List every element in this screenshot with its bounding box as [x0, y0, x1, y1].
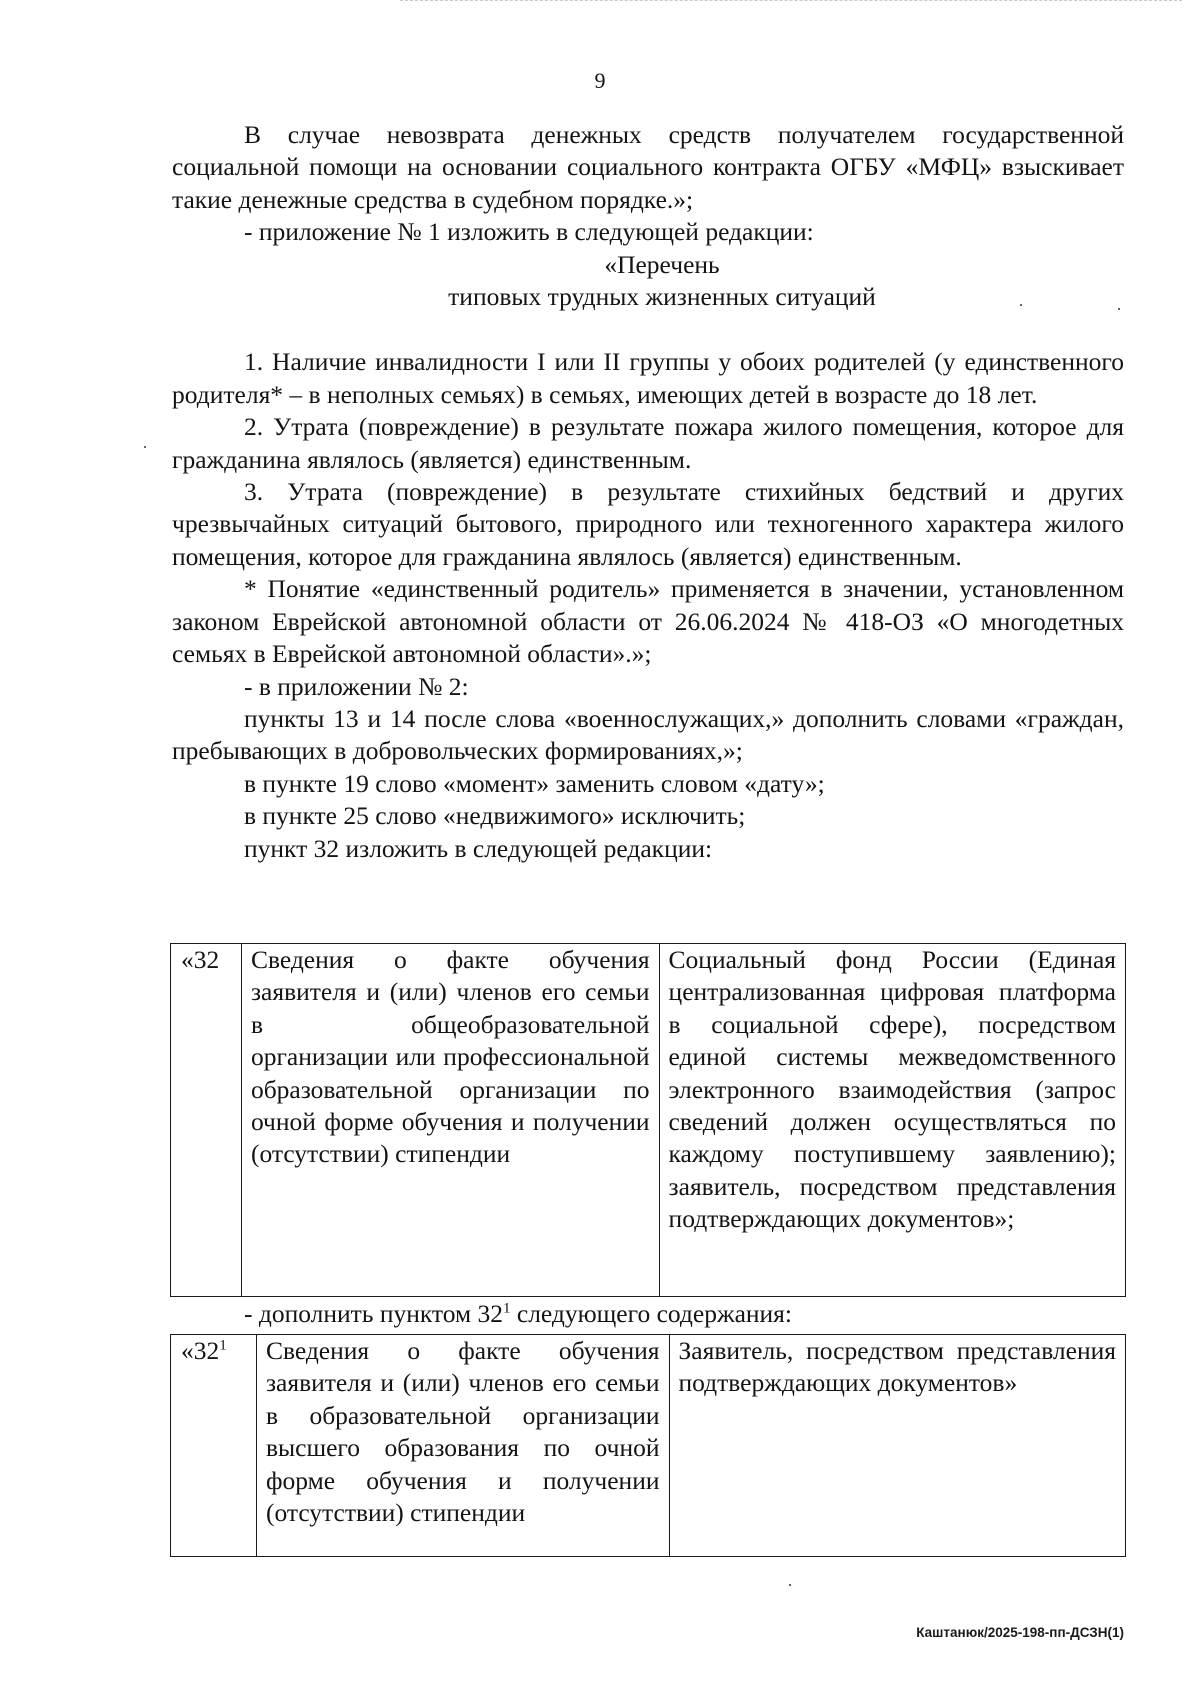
paragraph-item-25: в пункте 25 слово «недвижимого» исключить;	[244, 801, 746, 831]
table-cell-number-text: «32	[181, 1336, 220, 1365]
footnote: * Понятие «единственный родитель» применяется в значении, установленном законом Еврейской автономной области от 26.06.2024 № 418-ОЗ «О многодетных семьях в Еврейской автономной области».»;	[172, 574, 1124, 669]
paragraph-appendix-2: - в приложении № 2:	[244, 671, 469, 701]
list-heading-subtitle: типовых трудных жизненных ситуаций	[448, 282, 876, 312]
table-item-32	[170, 943, 1126, 1297]
document-body	[172, 119, 1124, 865]
scan-speck	[789, 1584, 791, 1586]
scan-speck	[1020, 304, 1022, 306]
scan-speck	[1118, 308, 1120, 310]
paragraph-item-19: в пункте 19 слово «момент» заменить словом «дату»;	[244, 768, 825, 798]
table-cell-source: Заявитель, посредством представления подтверждающих документов»	[669, 1335, 1126, 1557]
table-row	[171, 944, 1126, 1297]
table-item-32-1	[170, 1334, 1126, 1557]
paragraph-item-32: пункт 32 изложить в следующей редакции:	[244, 833, 713, 863]
document-code: Каштанюк/2025-198-пп-ДСЗН(1)	[916, 1625, 1124, 1640]
page-number: 9	[594, 68, 606, 93]
paragraph-item-32-1-text: - дополнить пунктом 32	[244, 1299, 503, 1328]
spacer	[172, 313, 1124, 346]
list-item-3: 3. Утрата (повреждение) в результате стихийных бедствий и других чрезвычайных ситуаций бытового, природного или техногенного характера жилого помещения, которое для гражданина являлось (является) единственным.	[172, 477, 1124, 571]
paragraph-items-13-14: пункты 13 и 14 после слова «военнослужащих,» дополнить словами «граждан, пребывающих в добровольческих формированиях,»;	[172, 703, 1124, 766]
paragraph-refund: В случае невозврата денежных средств получателем государственной социальной помощи на основании социального контракта ОГБУ «МФЦ» взыскивает такие денежные средства в судебном порядке.»;	[172, 120, 1124, 214]
table-cell-number	[171, 1335, 257, 1557]
superscript: 1	[219, 1337, 227, 1354]
table-cell-information: Сведения о факте обучения заявителя и (или) членов его семьи в общеобразовательной организации или профессиональной образовательной организации по очной форме обучения и получении (отсутствии) стипендии	[241, 944, 659, 1297]
paragraph-appendix-1: - приложение № 1 изложить в следующей редакции:	[244, 217, 814, 247]
table-cell-number: «32	[171, 944, 242, 1297]
table-row	[171, 1335, 1126, 1557]
list-item-1: 1. Наличие инвалидности I или II группы у обоих родителей (у единственного родителя* – в неполных семьях) в семьях, имеющих детей в возрасте до 18 лет.	[172, 347, 1124, 409]
superscript: 1	[503, 1300, 511, 1317]
table-cell-information: Сведения о факте обучения заявителя и (или) членов его семьи в образовательной организации высшего образования по очной форме обучения и получении (отсутствии) стипендии	[256, 1335, 669, 1557]
list-heading-title: «Перечень	[604, 249, 720, 279]
list-item-2: 2. Утрата (повреждение) в результате пожара жилого помещения, которое для гражданина являлось (является) единственным.	[172, 412, 1124, 474]
scan-speck	[144, 446, 146, 448]
paragraph-item-32-1-text-end: следующего содержания:	[510, 1299, 792, 1328]
scan-edge-line	[400, 0, 1182, 1]
table-cell-source: Социальный фонд России (Единая централизованная цифровая платформа в социальной сфере), посредством единой системы межведомственного электронного взаимодействия (запрос сведений должен осуществляться по каждому поступившему заявлению); заявитель, посредством представления подтверждающих документов»;	[659, 944, 1125, 1297]
paragraph-item-32-1	[172, 1298, 1124, 1330]
